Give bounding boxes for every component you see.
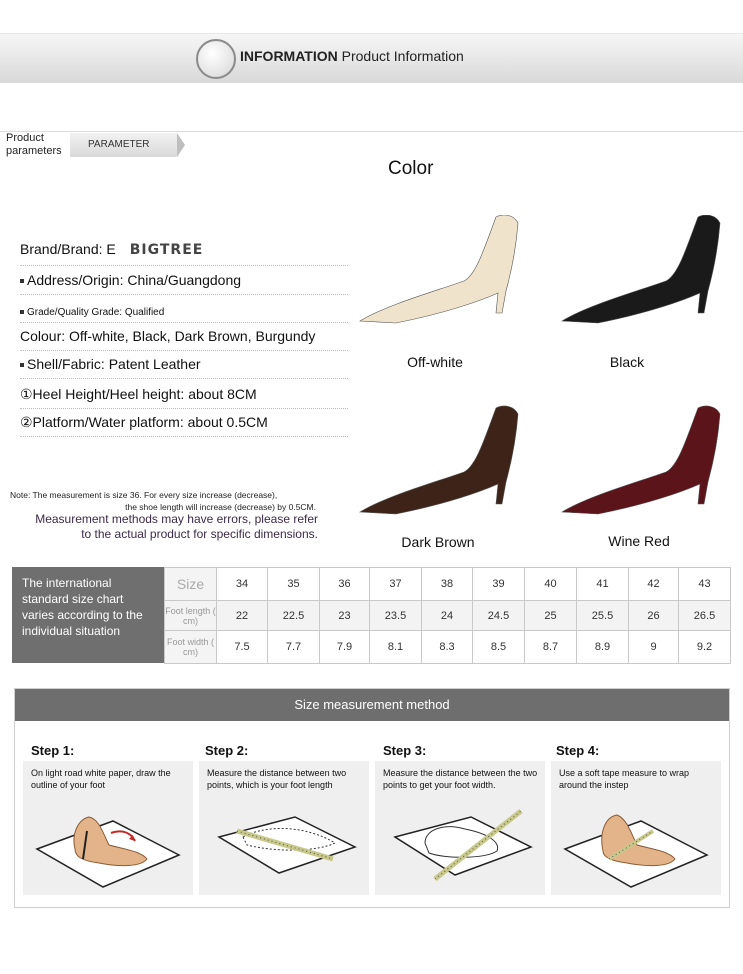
param-divider [20,436,348,437]
width-cell: 7.5 [217,631,268,664]
step-4-text: Use a soft tape measure to wrap around the instep [559,768,690,790]
width-cell: 8.9 [577,631,629,664]
length-cell: 23.5 [370,601,422,631]
length-cell: 24.5 [473,601,525,631]
param-grade: Grade/Quality Grade: Qualified [20,307,164,318]
length-cell: 26.5 [679,601,731,631]
step-1-text: On light road white paper, draw the outline of your foot [31,768,171,790]
step-3-card [375,761,545,895]
size-cell: 38 [422,568,473,601]
width-cell: 8.3 [422,631,473,664]
width-cell: 9 [629,631,679,664]
banner-title: INFORMATION Product Information [240,48,464,64]
size-note: Note: The measurement is size 36. For every size increase (decrease), the shoe length will increase (decrease) by 0.5CM. [10,490,316,512]
row-header-foot-length: Foot length ( cm) [165,601,217,631]
step-4-card [551,761,721,895]
length-cell: 22 [217,601,268,631]
instep-tape-illustration [551,793,721,893]
size-cell: 35 [268,568,320,601]
width-cell: 9.2 [679,631,731,664]
size-cell: 34 [217,568,268,601]
step-3-title: Step 3: [383,743,427,758]
size-cell: 36 [320,568,370,601]
row-header-foot-width: Foot width ( cm) [165,631,217,664]
param-divider [20,408,348,409]
bullet-icon [20,310,24,314]
length-cell: 25.5 [577,601,629,631]
param-origin: Address/Origin: China/Guangdong [20,272,241,288]
size-cell: 42 [629,568,679,601]
width-cell: 8.7 [525,631,577,664]
length-cell: 26 [629,601,679,631]
size-cell: 43 [679,568,731,601]
step-2-card [199,761,369,895]
measurement-error-note: Measurement methods may have errors, please refer to the actual product for specific dimensions. [35,512,318,541]
size-cell: 41 [577,568,629,601]
table-row [165,601,731,631]
param-platform: ②Platform/Water platform: about 0.5CM [20,414,268,430]
size-cell: 40 [525,568,577,601]
divider [0,131,743,132]
shoe-dark-brown-image [356,400,524,518]
length-cell: 22.5 [268,601,320,631]
shoe-label-off-white: Off-white [407,354,463,370]
width-cell: 7.7 [268,631,320,664]
circle-icon [196,39,236,79]
size-chart-table [164,567,731,664]
shoe-wine-red-image [558,400,726,518]
info-banner [0,33,743,83]
shoe-label-wine-red: Wine Red [608,533,670,549]
step-2-title: Step 2: [205,743,249,758]
length-cell: 23 [320,601,370,631]
brand-logo: BIGTREE [129,242,204,258]
param-heel: ①Heel Height/Heel height: about 8CM [20,386,257,402]
step-2-text: Measure the distance between two points, which is your foot length [207,768,347,790]
shoe-label-black: Black [609,354,645,370]
measurement-method-title: Size measurement method [15,689,729,721]
step-1-title: Step 1: [31,743,75,758]
step-1-card [23,761,193,895]
param-divider [20,322,348,323]
foot-width-illustration [375,793,545,893]
width-cell: 7.9 [320,631,370,664]
param-shell: Shell/Fabric: Patent Leather [20,356,201,372]
foot-outline-illustration [23,793,193,893]
param-divider [20,350,348,351]
bullet-icon [20,363,24,367]
shoe-off-white-image [356,215,524,325]
shoe-label-dark-brown: Dark Brown [401,534,475,550]
width-cell: 8.5 [473,631,525,664]
color-heading: Color [388,158,434,179]
row-header-size: Size [165,568,217,601]
length-cell: 24 [422,601,473,631]
param-brand: Brand/Brand: E BIGTREE [20,241,204,258]
step-3-text: Measure the distance between the two points to get your foot width. [383,768,538,790]
measurement-method-panel [14,688,730,908]
length-cell: 25 [525,601,577,631]
param-divider [20,294,348,295]
size-cell: 37 [370,568,422,601]
size-chart-description: The international standard size chart varies according to the individual situation [12,567,164,663]
width-cell: 8.1 [370,631,422,664]
parameter-tab: PARAMETER [70,133,177,157]
size-cell: 39 [473,568,525,601]
param-colour: Colour: Off-white, Black, Dark Brown, Burgundy [20,328,316,344]
product-parameters-label: Product parameters [6,132,62,157]
shoe-black-image [558,215,726,325]
step-4-title: Step 4: [556,743,600,758]
param-divider [20,378,348,379]
param-divider [20,265,348,266]
bullet-icon [20,279,24,283]
table-row [165,568,731,601]
table-row [165,631,731,664]
foot-length-illustration [199,793,369,893]
